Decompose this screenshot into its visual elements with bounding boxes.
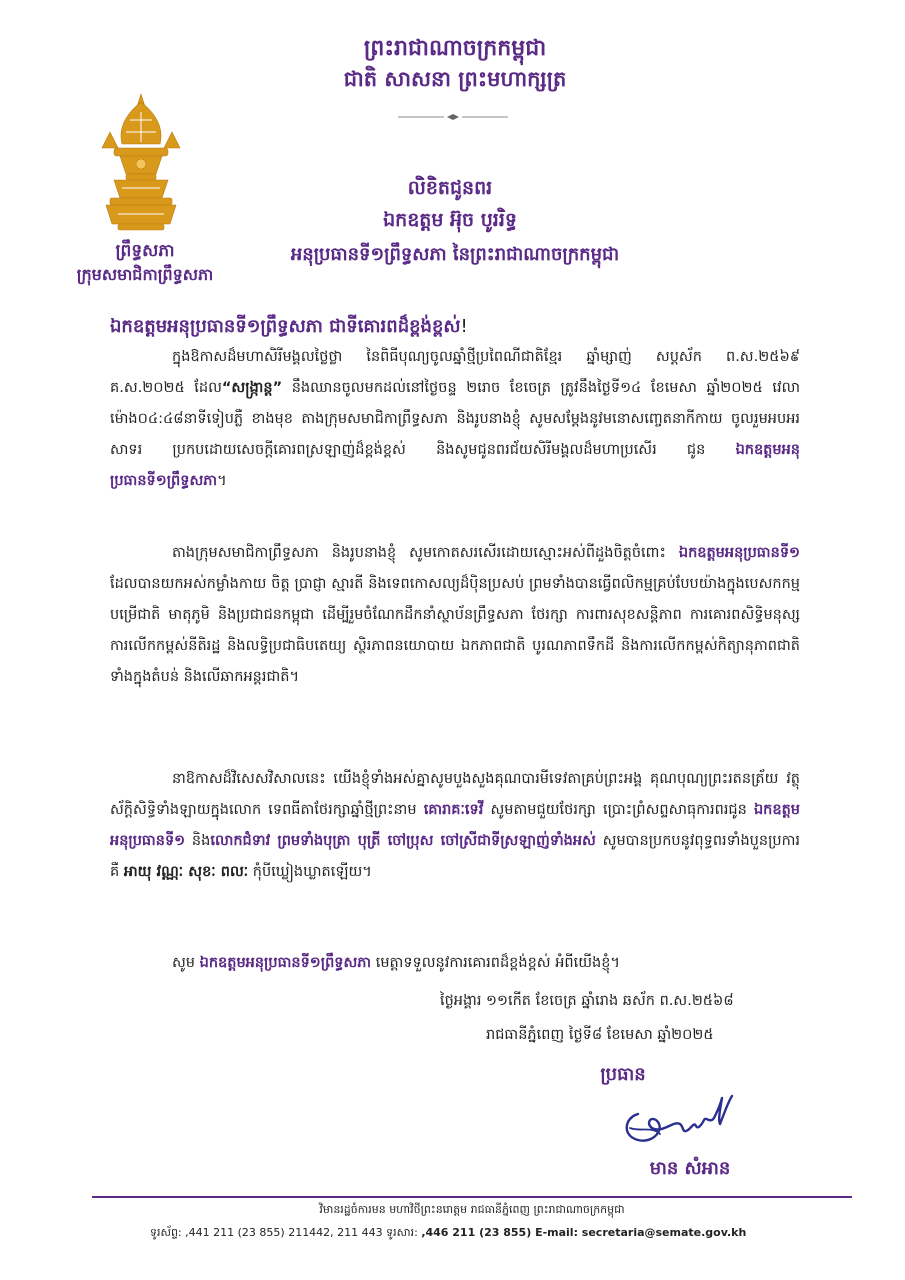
paragraph-4: [110, 948, 800, 979]
p2-honorific: ឯកឧត្តមអនុប្រធានទី១: [678, 545, 800, 561]
p3-text: នាឱកាសដ៏វិសេសវិសាលនេះ យើងខ្ញុំទាំងអស់គ្នាសូមបួងសួងគុណបារមីទេវតាគ្រប់ព្រះអង្គ គុណបុណ្យព្រះរតនត្រ័យ វត្ថុស័ក្តិសិទ្ធិទាំងឡាយក្នុងលោក ទេពធីតាថែរក្សាឆ្នាំថ្មីព្រះនាម: [110, 771, 800, 818]
p1-end: ។: [217, 473, 227, 489]
p4-honorific: ឯកឧត្តមអនុប្រធានទី១ព្រឹទ្ធសភា: [199, 955, 372, 971]
fax-number: ,446 211 (23 855): [421, 1226, 532, 1239]
p3-deity-name: គោរាគៈទេវី: [423, 802, 484, 818]
footer-divider: [92, 1196, 852, 1198]
footer-address: វិមានរដ្ឋចំការមន មហាវិថីព្រះនរោត្តម រាជធានីភ្នំពេញ ព្រះរាជាណាចក្រកម្ពុជា: [319, 1203, 625, 1216]
institution-name: ព្រឹទ្ធសភា: [115, 241, 175, 261]
date-solar: រាជធានីភ្នំពេញ ថ្ងៃទី៨ ខែមេសា ឆ្នាំ២០២៥: [486, 1027, 714, 1043]
p1-emphasis: “សង្ក្រាន្ត”: [221, 380, 283, 396]
p1-text-2: នឹងឈានចូលមកដល់នៅថ្ងៃចន្ទ ២រោច ខែចេត្រ ត្រូវនឹងថ្ងៃទី១៤ ខែមេសា ឆ្នាំ២០២៥ វេលាម៉ោង០៤:៤៨នាទីទៀបភ្លឺ ខាងមុខ តាងក្រុមសមាជិកាព្រឹទ្ធសភា និងរូបនាងខ្ញុំ សូមសម្តែងនូវមនោសញ្ចេតនាកីកាយ ចូលរួមអបអរសាទរ ប្រកបដោយសេចក្តីគោរពស្រឡាញ់ដ៏ខ្ពង់ខ្ពស់ និងសូមជូនពរជ័យសិរីមង្គលដ៏មហាប្រសើរ ជូន: [110, 380, 800, 458]
p3-honorific: ឯកឧត្តមអនុប្រធានទី១: [110, 802, 800, 849]
p3-text-2: សូមតាមជួយថែរក្សា ប្រោះព្រំសព្ទសាធុការពរជូន: [483, 802, 754, 818]
p3-blessings: អាយុ វណ្ណៈ សុខៈ ពលៈ: [123, 864, 249, 880]
signature: [616, 1084, 746, 1152]
p2-text-2: ដែលបានយកអស់កម្លាំងកាយ ចិត្ត ប្រាជ្ញា ស្មារតី និងទេពកោសល្យដ៏ប៉ិនប្រសប់ ព្រមទាំងបានធ្វើពលិកម្មគ្រប់បែបយ៉ាងក្នុងបេសកកម្ម បម្រើជាតិ មាតុភូមិ និងប្រជាជនកម្ពុជា ដើម្បីរួមចំណែកដឹកនាំស្ថាប័នព្រឹទ្ធសភា ថែរក្សា ការពារសុខសន្តិភាព ការគោរពសិទ្ធិមនុស្ស ការលើកកម្ពស់នីតិរដ្ឋ និងលទ្ធិប្រជាធិបតេយ្យ ស្ថិរភាពនយោបាយ ឯកភាពជាតិ បូរណភាពទឹកដី និងការលើកកម្ពស់កិត្យានុភាពជាតិ ទាំងក្នុងតំបន់ និងលើឆាកអន្តរជាតិ។: [110, 576, 800, 685]
footer-contact: [150, 1226, 830, 1242]
p3-family: លោកជំទាវ ព្រមទាំងបុត្រា បុត្រី ចៅប្រុស ចៅស្រីជាទីស្រឡាញ់ទាំងអស់: [210, 833, 596, 849]
paragraph-3: [110, 764, 800, 888]
p4-text: សូម: [172, 955, 200, 971]
recipient-role: អនុប្រធានទី១ព្រឹទ្ធសភា នៃព្រះរាជាណាចក្រកម្ពុជា: [290, 244, 620, 265]
salutation: [110, 314, 810, 341]
institution-unit: ក្រុមសមាជិកាព្រឹទ្ធសភា: [76, 265, 214, 284]
national-motto: ជាតិ សាសនា ព្រះមហាក្សត្រ: [343, 67, 567, 91]
phone-label: ទូរស័ព្ទ:: [150, 1226, 186, 1239]
p1-text: ក្នុងឱកាសដ៏មហាសិរីមង្គលថ្លៃថ្លា នៃពិធីបុណ្យចូលឆ្នាំថ្មីប្រពៃណីជាតិខ្មែរ ឆ្នាំម្សាញ់ សប្តស័ក ព.ស.២៥៦៩ គ.ស.២០២៥ ដែល: [110, 349, 800, 396]
fax-label: ទូរសារ:: [382, 1226, 422, 1239]
p4-text-2: មេត្តាទទួលនូវការគោរពដ៏ខ្ពង់ខ្ពស់ អំពីយើងខ្ញុំ។: [371, 955, 620, 971]
phone-number: ,441 211 (23 855) 211442, 211 443: [185, 1226, 383, 1239]
p3-text-5: កុំបីឃ្លៀងឃ្លាតឡើយ។: [248, 864, 372, 880]
recipient-name: ឯកឧត្តម អ៊ុច បូររិទ្ធ: [383, 209, 517, 231]
signatory-name: មាន សំអាន: [649, 1158, 731, 1179]
p2-text: តាងក្រុមសមាជិកាព្រឹទ្ធសភា និងរូបនាងខ្ញុំ សូមកោតសរសើរដោយស្មោះអស់ពីដួងចិត្តចំពោះ: [172, 545, 679, 561]
salutation-text: ឯកឧត្តមអនុប្រធានទី១ព្រឹទ្ធសភា ជាទីគោរពដ៏ខ្ពង់ខ្ពស់: [110, 316, 461, 337]
p3-text-3: និង: [185, 833, 211, 849]
p1-honorific: ឯកឧត្តមអនុប្រធានទី១ព្រឹទ្ធសភា: [110, 442, 800, 489]
salutation-mark: !: [460, 316, 468, 337]
paragraph-2: [110, 538, 800, 693]
senate-emblem: [100, 92, 182, 232]
email-address[interactable]: E-mail: secretaria@semate.gov.kh: [531, 1226, 747, 1239]
p3-text-4: សូមបានប្រកបនូវពុទ្ធពរទាំងបួនប្រការ គឺ: [110, 833, 800, 880]
date-lunar: ថ្ងៃអង្គារ ១១កើត ខែចេត្រ ឆ្នាំរោង ឆស័ក ព.ស.២៥៦៨: [440, 993, 734, 1009]
letter-title: លិខិតជូនពរ: [407, 177, 493, 199]
signatory-title: ប្រធាន: [600, 1064, 646, 1085]
paragraph-1: [110, 342, 800, 497]
kingdom-header: ព្រះរាជាណាចក្រកម្ពុជា: [363, 36, 547, 61]
ornament-divider: [398, 112, 508, 122]
